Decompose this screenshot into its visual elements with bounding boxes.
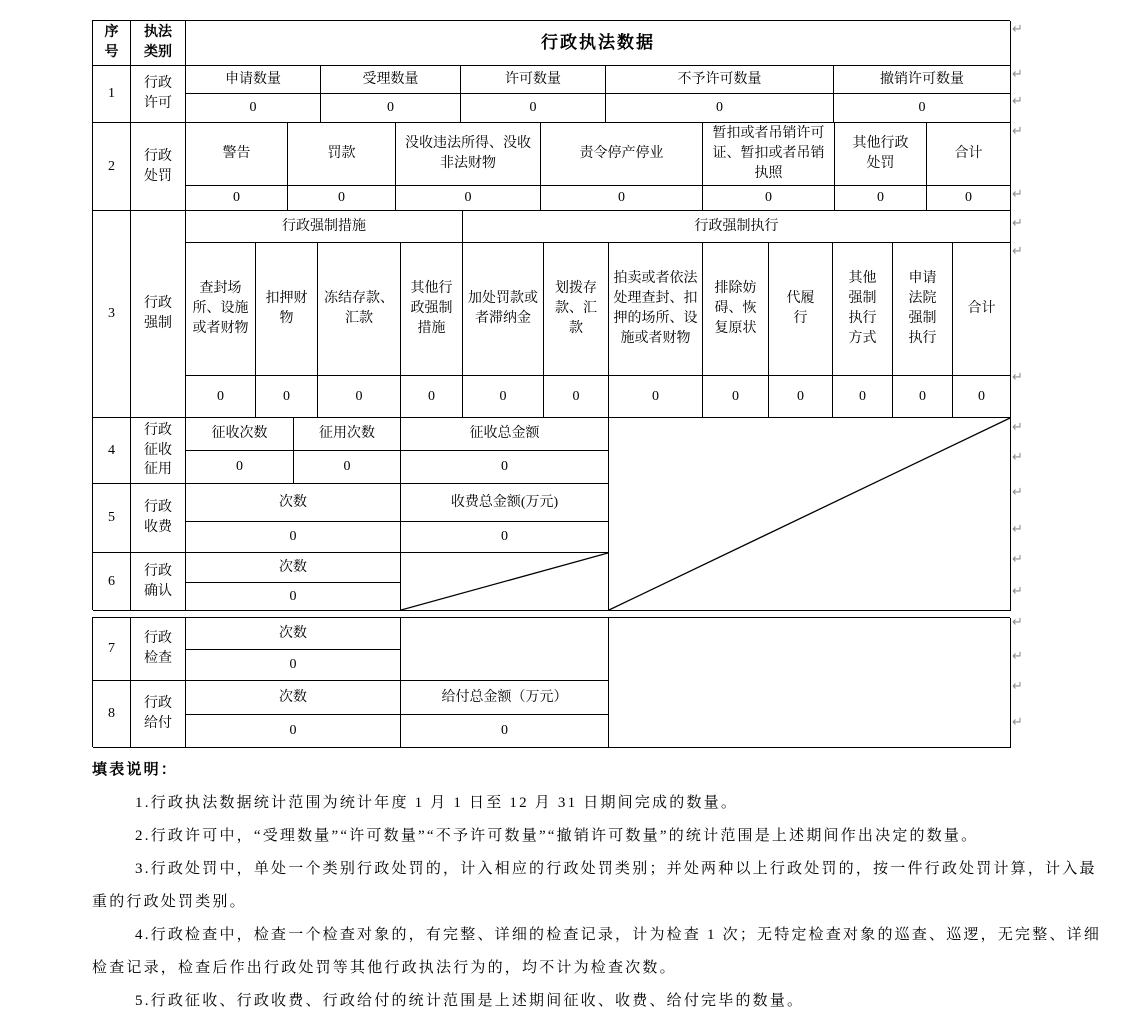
value-cell[interactable]: 0 xyxy=(396,186,541,211)
row-no: 3 xyxy=(93,211,131,418)
paragraph-mark-icon: ↵ xyxy=(1012,649,1023,664)
paragraph-mark-icon: ↵ xyxy=(1012,187,1023,202)
value-cell[interactable]: 0 xyxy=(769,376,833,418)
paragraph-mark-icon: ↵ xyxy=(1012,450,1023,465)
paragraph-mark-icon: ↵ xyxy=(1012,485,1023,500)
paragraph-mark-icon: ↵ xyxy=(1012,124,1023,139)
category-cell: 行政强制 xyxy=(131,211,186,418)
row-no: 2 xyxy=(93,123,131,211)
col-header: 查封场所、设施或者财物 xyxy=(186,243,256,376)
value-cell[interactable]: 0 xyxy=(186,376,256,418)
col-header: 罚款 xyxy=(288,123,396,186)
value-cell[interactable]: 0 xyxy=(186,186,288,211)
diagonal-strikeout-cell xyxy=(401,553,609,611)
paragraph-mark-icon: ↵ xyxy=(1012,584,1023,599)
col-header: 许可数量 xyxy=(461,66,606,94)
value-cell[interactable]: 0 xyxy=(833,376,893,418)
value-cell[interactable]: 0 xyxy=(186,522,401,553)
col-header: 给付总金额（万元） xyxy=(401,681,609,715)
value-cell[interactable]: 0 xyxy=(288,186,396,211)
col-header: 征收总金额 xyxy=(401,418,609,451)
note-item: 2.行政许可中，“受理数量”“许可数量”“不予许可数量”“撤销许可数量”的统计范围是上述期间作出决定的数量。 xyxy=(135,828,979,844)
value-cell[interactable]: 0 xyxy=(186,715,401,748)
value-cell[interactable]: 0 xyxy=(401,522,609,553)
value-cell[interactable]: 0 xyxy=(953,376,1011,418)
note-item: 1.行政执法数据统计范围为统计年度 1 月 1 日至 12 月 31 日期间完成的数量。 xyxy=(135,795,739,811)
value-cell[interactable]: 0 xyxy=(186,583,401,611)
row-no: 1 xyxy=(93,66,131,123)
col-header: 扣押财物 xyxy=(256,243,318,376)
col-header: 冻结存款、汇款 xyxy=(318,243,401,376)
col-header: 征用次数 xyxy=(294,418,401,451)
value-cell[interactable]: 0 xyxy=(461,94,606,123)
value-cell[interactable]: 0 xyxy=(318,376,401,418)
paragraph-mark-icon: ↵ xyxy=(1012,552,1023,567)
row-no: 5 xyxy=(93,484,131,553)
value-cell[interactable]: 0 xyxy=(401,715,609,748)
category-cell: 行政给付 xyxy=(131,681,186,748)
col-header: 其他行政处罚 xyxy=(835,123,927,186)
category-cell: 行政确认 xyxy=(131,553,186,611)
row-no: 7 xyxy=(93,618,131,681)
col-header: 警告 xyxy=(186,123,288,186)
group-header: 行政强制执行 xyxy=(463,211,1011,243)
row-no: 6 xyxy=(93,553,131,611)
diagonal-strikeout-cell xyxy=(609,418,1011,611)
note-item: 5.行政征收、行政收费、行政给付的统计范围是上述期间征收、收费、给付完毕的数量。 xyxy=(135,993,805,1009)
col-header: 划拨存款、汇款 xyxy=(544,243,609,376)
notes-title: 填表说明： xyxy=(92,762,179,778)
paragraph-mark-icon: ↵ xyxy=(1012,522,1023,537)
col-header: 申请数量 xyxy=(186,66,321,94)
group-header: 行政强制措施 xyxy=(186,211,463,243)
note-item: 4.行政检查中，检查一个检查对象的，有完整、详细的检查记录，计为检查 1 次；无特定检查对象的巡查、巡逻，无完整、详细检查记录，检查后作出行政处罚等其他行政执法行为的，均不计为检查次数。 xyxy=(92,927,1102,976)
col-header: 加处罚款或者滞纳金 xyxy=(463,243,544,376)
value-cell[interactable]: 0 xyxy=(703,186,835,211)
col-header: 征收次数 xyxy=(186,418,294,451)
value-cell[interactable]: 0 xyxy=(927,186,1011,211)
value-cell[interactable]: 0 xyxy=(186,650,401,681)
category-cell: 行政许可 xyxy=(131,66,186,123)
value-cell[interactable]: 0 xyxy=(893,376,953,418)
col-header: 其他强制执行方式 xyxy=(833,243,893,376)
col-header: 责令停产停业 xyxy=(541,123,703,186)
col-header: 合计 xyxy=(953,243,1011,376)
col-header: 次数 xyxy=(186,484,401,522)
value-cell[interactable]: 0 xyxy=(834,94,1011,123)
col-header: 撤销许可数量 xyxy=(834,66,1011,94)
col-header: 次数 xyxy=(186,618,401,650)
row-no: 4 xyxy=(93,418,131,484)
col-header: 暂扣或者吊销许可证、暂扣或者吊销执照 xyxy=(703,123,835,186)
serial-header-cell: 序号 xyxy=(93,21,131,66)
col-header: 受理数量 xyxy=(321,66,461,94)
col-header: 次数 xyxy=(186,681,401,715)
col-header: 次数 xyxy=(186,553,401,583)
value-cell[interactable]: 0 xyxy=(321,94,461,123)
col-header: 代履行 xyxy=(769,243,833,376)
value-cell[interactable]: 0 xyxy=(609,376,703,418)
diagonal-line xyxy=(609,418,1010,610)
paragraph-mark-icon: ↵ xyxy=(1012,216,1023,231)
col-header: 拍卖或者依法处理查封、扣押的场所、设施或者财物 xyxy=(609,243,703,376)
value-cell[interactable]: 0 xyxy=(835,186,927,211)
value-cell[interactable]: 0 xyxy=(294,451,401,484)
enforcement-data-table-2 xyxy=(92,617,1010,747)
paragraph-mark-icon: ↵ xyxy=(1012,94,1023,109)
value-cell[interactable]: 0 xyxy=(544,376,609,418)
value-cell[interactable]: 0 xyxy=(186,94,321,123)
note-item: 3.行政处罚中，单处一个类别行政处罚的，计入相应的行政处罚类别；并处两种以上行政处罚的，按一件行政处罚计算，计入最重的行政处罚类别。 xyxy=(92,861,1097,910)
col-header: 申请法院强制执行 xyxy=(893,243,953,376)
category-cell: 行政检查 xyxy=(131,618,186,681)
table-title: 行政执法数据 xyxy=(186,21,1011,66)
paragraph-mark-icon: ↵ xyxy=(1012,22,1023,37)
paragraph-mark-icon: ↵ xyxy=(1012,370,1023,385)
value-cell[interactable]: 0 xyxy=(256,376,318,418)
value-cell[interactable]: 0 xyxy=(606,94,834,123)
col-header: 其他行政强制措施 xyxy=(401,243,463,376)
col-header: 没收违法所得、没收非法财物 xyxy=(396,123,541,186)
enforcement-data-table xyxy=(92,20,1010,610)
value-cell[interactable]: 0 xyxy=(703,376,769,418)
value-cell[interactable]: 0 xyxy=(401,451,609,484)
paragraph-mark-icon: ↵ xyxy=(1012,679,1023,694)
paragraph-mark-icon: ↵ xyxy=(1012,615,1023,630)
category-cell: 行政处罚 xyxy=(131,123,186,211)
value-cell[interactable]: 0 xyxy=(401,376,463,418)
category-cell: 行政征收征用 xyxy=(131,418,186,484)
value-cell[interactable]: 0 xyxy=(541,186,703,211)
col-header: 合计 xyxy=(927,123,1011,186)
empty-cell xyxy=(609,618,1011,748)
col-header: 收费总金额(万元) xyxy=(401,484,609,522)
paragraph-mark-icon: ↵ xyxy=(1012,420,1023,435)
category-cell: 行政收费 xyxy=(131,484,186,553)
category-header-cell: 执法类别 xyxy=(131,21,186,66)
row-no: 8 xyxy=(93,681,131,748)
paragraph-mark-icon: ↵ xyxy=(1012,715,1023,730)
value-cell[interactable]: 0 xyxy=(463,376,544,418)
col-header: 排除妨碍、恢复原状 xyxy=(703,243,769,376)
form-notes xyxy=(92,754,1110,1018)
value-cell[interactable]: 0 xyxy=(186,451,294,484)
diagonal-line xyxy=(401,553,608,610)
paragraph-mark-icon: ↵ xyxy=(1012,244,1023,259)
col-header: 不予许可数量 xyxy=(606,66,834,94)
paragraph-mark-icon: ↵ xyxy=(1012,67,1023,82)
empty-cell xyxy=(401,618,609,681)
